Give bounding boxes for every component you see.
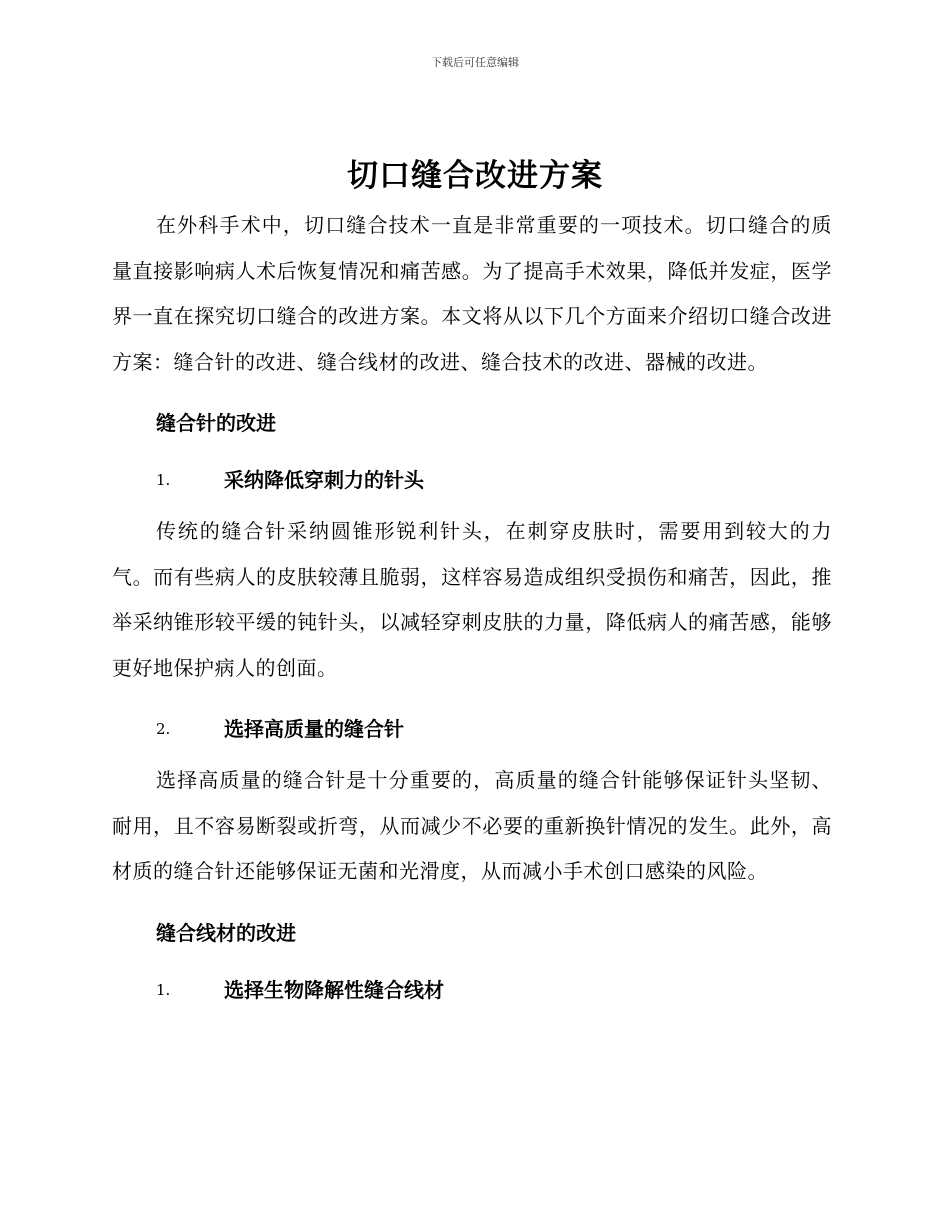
sub-heading-needle-1	[112, 452, 832, 509]
sub-heading-title: 选择高质量的缝合针	[224, 717, 404, 741]
sub-heading-needle-2	[112, 701, 832, 758]
body-paragraph-needle-2: 选择高质量的缝合针是十分重要的，高质量的缝合针能够保证针头坚韧、耐用，且不容易断裂或折弯，从而减少不必要的重新换针情况的发生。此外，高材质的缝合针还能够保证无菌和光滑度，从而减小手术创口感染的风险。	[112, 768, 832, 883]
section-heading-needle: 缝合针的改进	[156, 411, 276, 435]
page-title: 切口缝合改进方案	[347, 158, 603, 194]
header-note: 下载后可任意编辑	[431, 56, 519, 69]
body-paragraph-needle-1: 传统的缝合针采纳圆锥形锐利针头，在刺穿皮肤时，需要用到较大的力气。而有些病人的皮肤较薄且脆弱，这样容易造成组织受损伤和痛苦，因此，推举采纳锥形较平缓的钝针头，以减轻穿刺皮肤的力量，降低病人的痛苦感，能够更好地保护病人的创面。	[112, 519, 832, 680]
sub-heading-number: 1.	[156, 980, 171, 999]
intro-paragraph: 在外科手术中，切口缝合技术一直是非常重要的一项技术。切口缝合的质量直接影响病人术后恢复情况和痛苦感。为了提高手术效果，降低并发症，医学界一直在探究切口缝合的改进方案。本文将从以下几个方面来介绍切口缝合改进方案：缝合针的改进、缝合线材的改进、缝合技术的改进、器械的改进。	[112, 213, 832, 374]
sub-heading-title: 采纳降低穿刺力的针头	[224, 468, 424, 492]
sub-heading-number: 1.	[156, 471, 171, 489]
sub-heading-title: 选择生物降解性缝合线材	[224, 977, 444, 1002]
sub-heading-suture-1	[112, 962, 832, 1019]
section-heading-suture: 缝合线材的改进	[156, 920, 296, 945]
sub-heading-number: 2.	[156, 720, 171, 738]
document-body	[112, 203, 832, 1019]
